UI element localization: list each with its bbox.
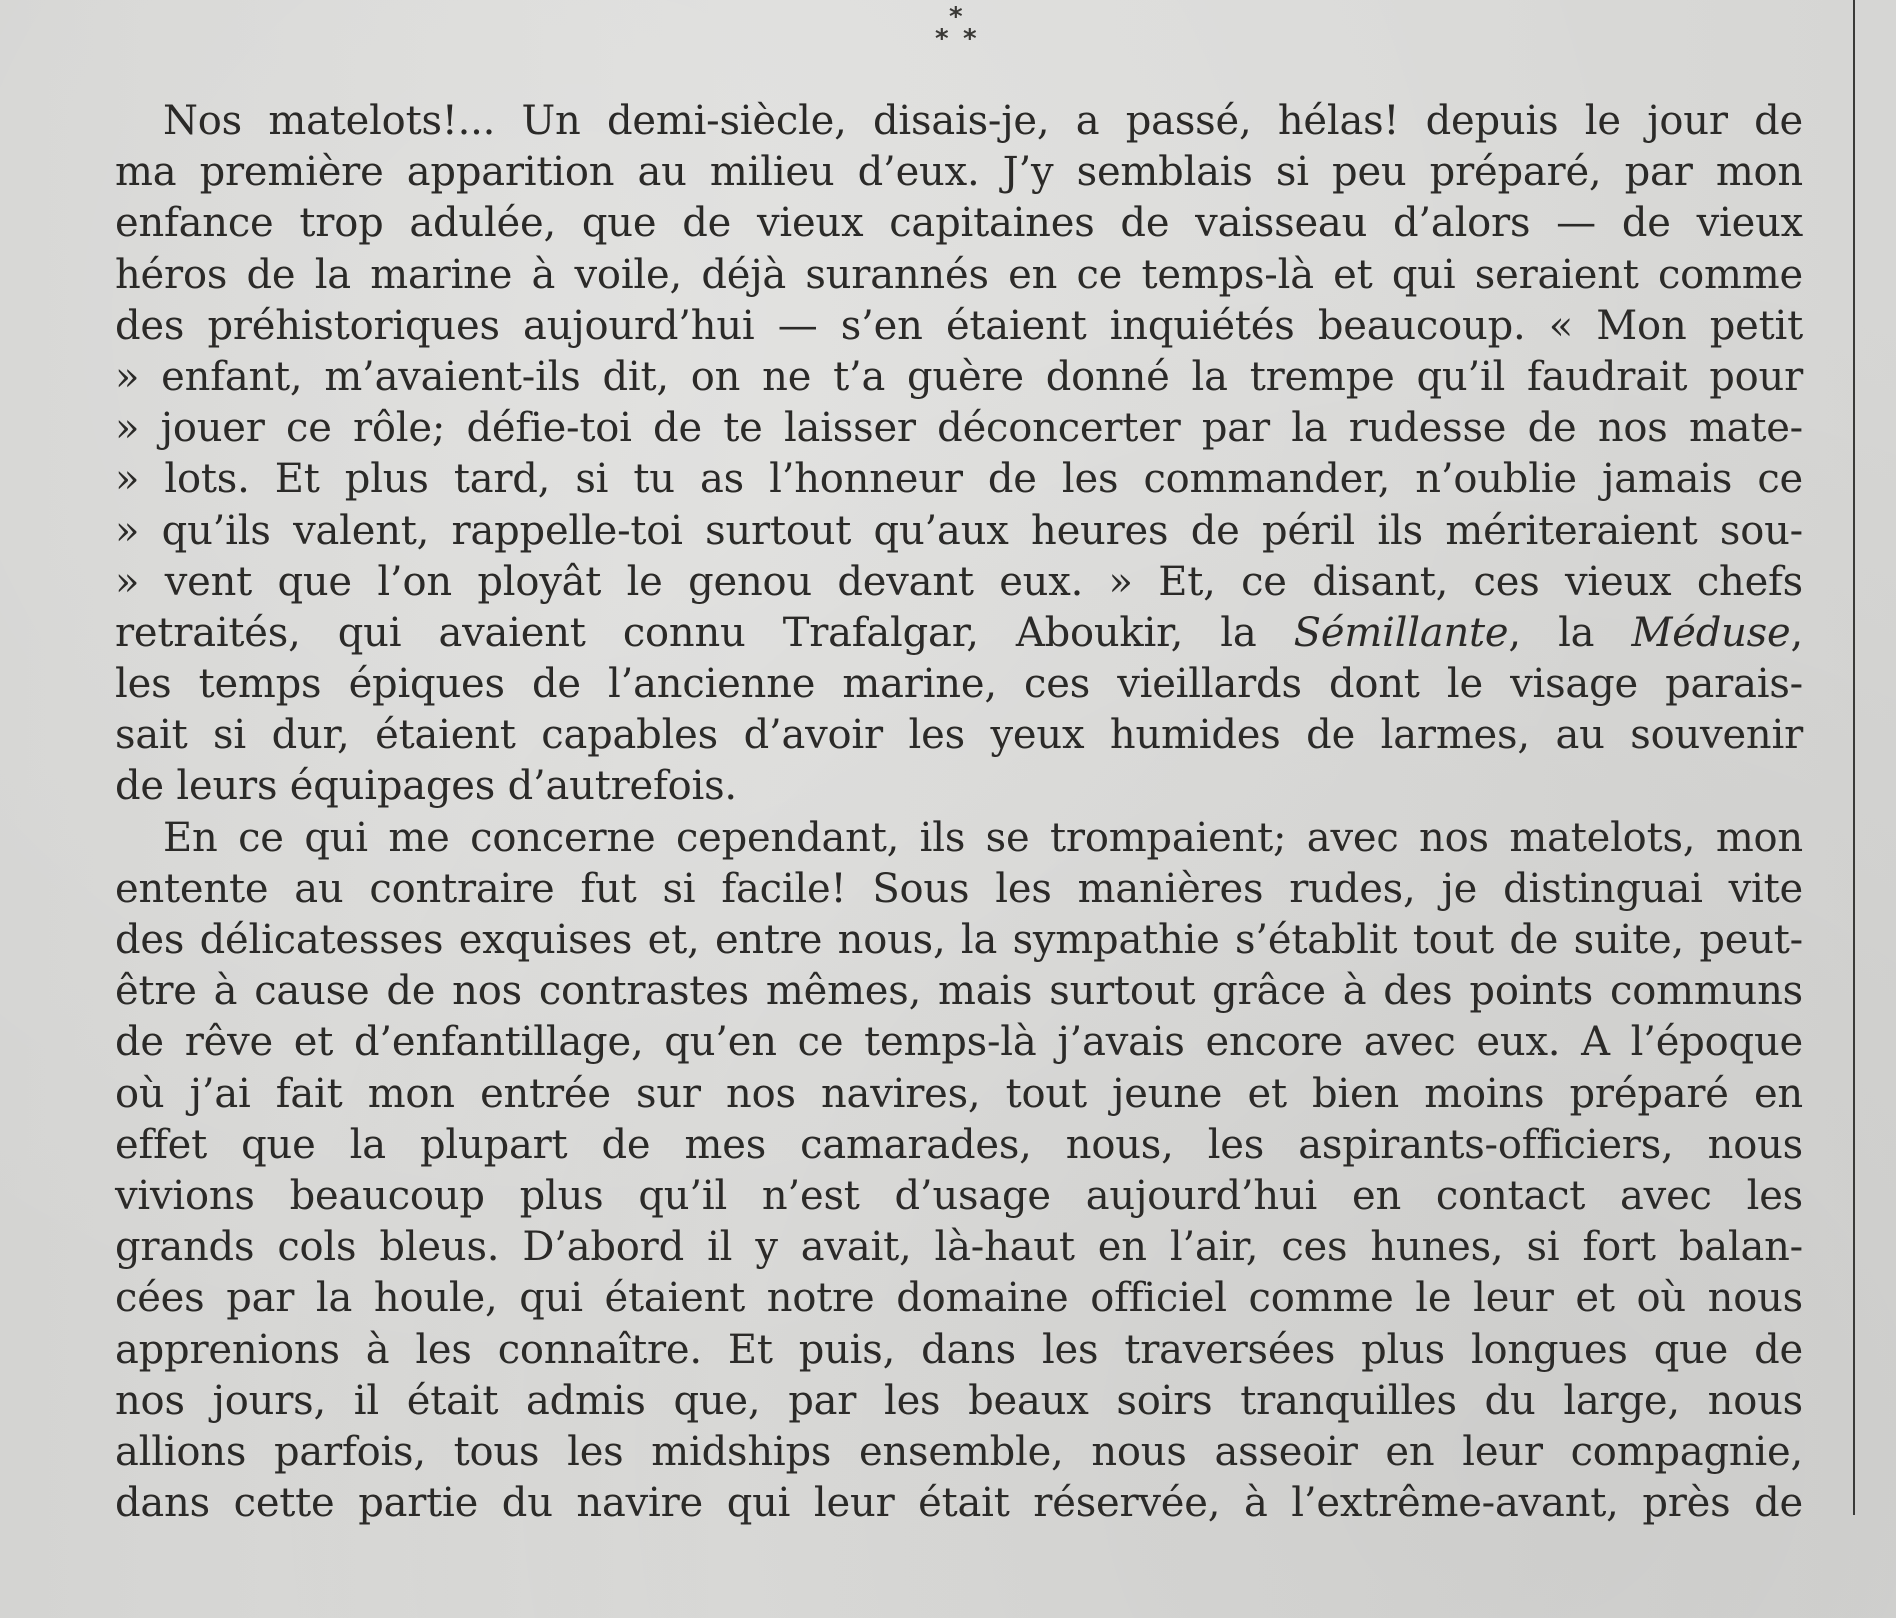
- text-segment: retraités, qui avaient connu Trafalgar, Aboukir, la: [115, 609, 1294, 656]
- text-line: apprenions à les connaître. Et puis, dans les traversées plus longues que de: [115, 1326, 1803, 1373]
- text-line: entente au contraire fut si facile! Sous les manières rudes, je distinguai vite: [115, 865, 1803, 912]
- text-line: » enfant, m’avaient-ils dit, on ne t’a guère donné la trempe qu’il faudrait pour: [115, 353, 1803, 400]
- text-line: ma première apparition au milieu d’eux. J’y semblais si peu préparé, par mon: [115, 149, 1803, 196]
- text-line: de rêve et d’enfantillage, qu’en ce temps-là j’avais encore avec eux. A l’époque: [115, 1019, 1803, 1066]
- text-line: être à cause de nos contrastes mêmes, mais surtout grâce à des points communs: [115, 968, 1803, 1015]
- text-line: sait si dur, étaient capables d’avoir les yeux humides de larmes, au souvenir: [115, 712, 1803, 759]
- text-line: héros de la marine à voile, déjà surannés en ce temps-là et qui seraient comme: [115, 251, 1803, 298]
- text-line: dans cette partie du navire qui leur était réservée, à l’extrême-avant, près de: [115, 1480, 1803, 1527]
- text-line: des préhistoriques aujourd’hui — s’en étaient inquiétés beaucoup. « Mon petit: [115, 302, 1803, 349]
- text-line: allions parfois, tous les midships ensemble, nous asseoir en leur compagnie,: [115, 1428, 1803, 1475]
- text-line: grands cols bleus. D’abord il y avait, là-haut en l’air, ces hunes, si fort balan-: [115, 1224, 1803, 1271]
- text-line: » vent que l’on ployât le genou devant eux. » Et, ce disant, ces vieux chefs: [115, 558, 1803, 605]
- text-line: Nos matelots!... Un demi-siècle, disais-je, a passé, hélas! depuis le jour de: [163, 98, 1803, 144]
- text-line: où j’ai fait mon entrée sur nos navires, tout jeune et bien moins préparé en: [115, 1070, 1803, 1117]
- ship-name-semillante: Sémillante: [1293, 609, 1509, 656]
- body-text: [115, 96, 1803, 1529]
- text-line: enfance trop adulée, que de vieux capitaines de vaisseau d’alors — de vieux: [115, 200, 1803, 247]
- paragraph-2: [115, 813, 1803, 1530]
- page-margin-rule: [1853, 0, 1855, 1515]
- text-line: » jouer ce rôle; défie-toi de te laisser déconcerter par la rudesse de nos mate-: [115, 405, 1803, 452]
- text-line-with-ship-names: [115, 608, 1803, 659]
- text-line: effet que la plupart de mes camarades, nous, les aspirants-officiers, nous: [115, 1121, 1803, 1168]
- paragraph-1: [115, 96, 1803, 813]
- asterisk-icon: *: [963, 24, 977, 54]
- text-line: vivions beaucoup plus qu’il n’est d’usage aujourd’hui en contact avec les: [115, 1172, 1803, 1219]
- text-line: nos jours, il était admis que, par les beaux soirs tranquilles du large, nous: [115, 1377, 1803, 1424]
- text-line: des délicatesses exquises et, entre nous, la sympathie s’établit tout de suite, peut-: [115, 917, 1803, 963]
- ship-name-meduse: Méduse: [1631, 609, 1791, 656]
- text-line: » qu’ils valent, rappelle-toi surtout qu’aux heures de péril ils mériteraient sou-: [115, 507, 1803, 554]
- asterisk-icon: *: [935, 24, 949, 54]
- text-line: de leurs équipages d’autrefois.: [115, 763, 737, 810]
- text-segment: , la: [1508, 609, 1632, 656]
- text-line: les temps épiques de l’ancienne marine, ces vieillards dont le visage parais-: [115, 661, 1803, 708]
- asterism-ornament: [925, 4, 995, 56]
- asterisk-icon: *: [949, 2, 963, 32]
- text-line: » lots. Et plus tard, si tu as l’honneur de les commander, n’oublie jamais ce: [115, 456, 1803, 503]
- text-line: En ce qui me concerne cependant, ils se trompaient; avec nos matelots, mon: [163, 814, 1803, 861]
- text-segment: ,: [1790, 609, 1803, 656]
- text-line: cées par la houle, qui étaient notre domaine officiel comme le leur et où nous: [115, 1275, 1803, 1322]
